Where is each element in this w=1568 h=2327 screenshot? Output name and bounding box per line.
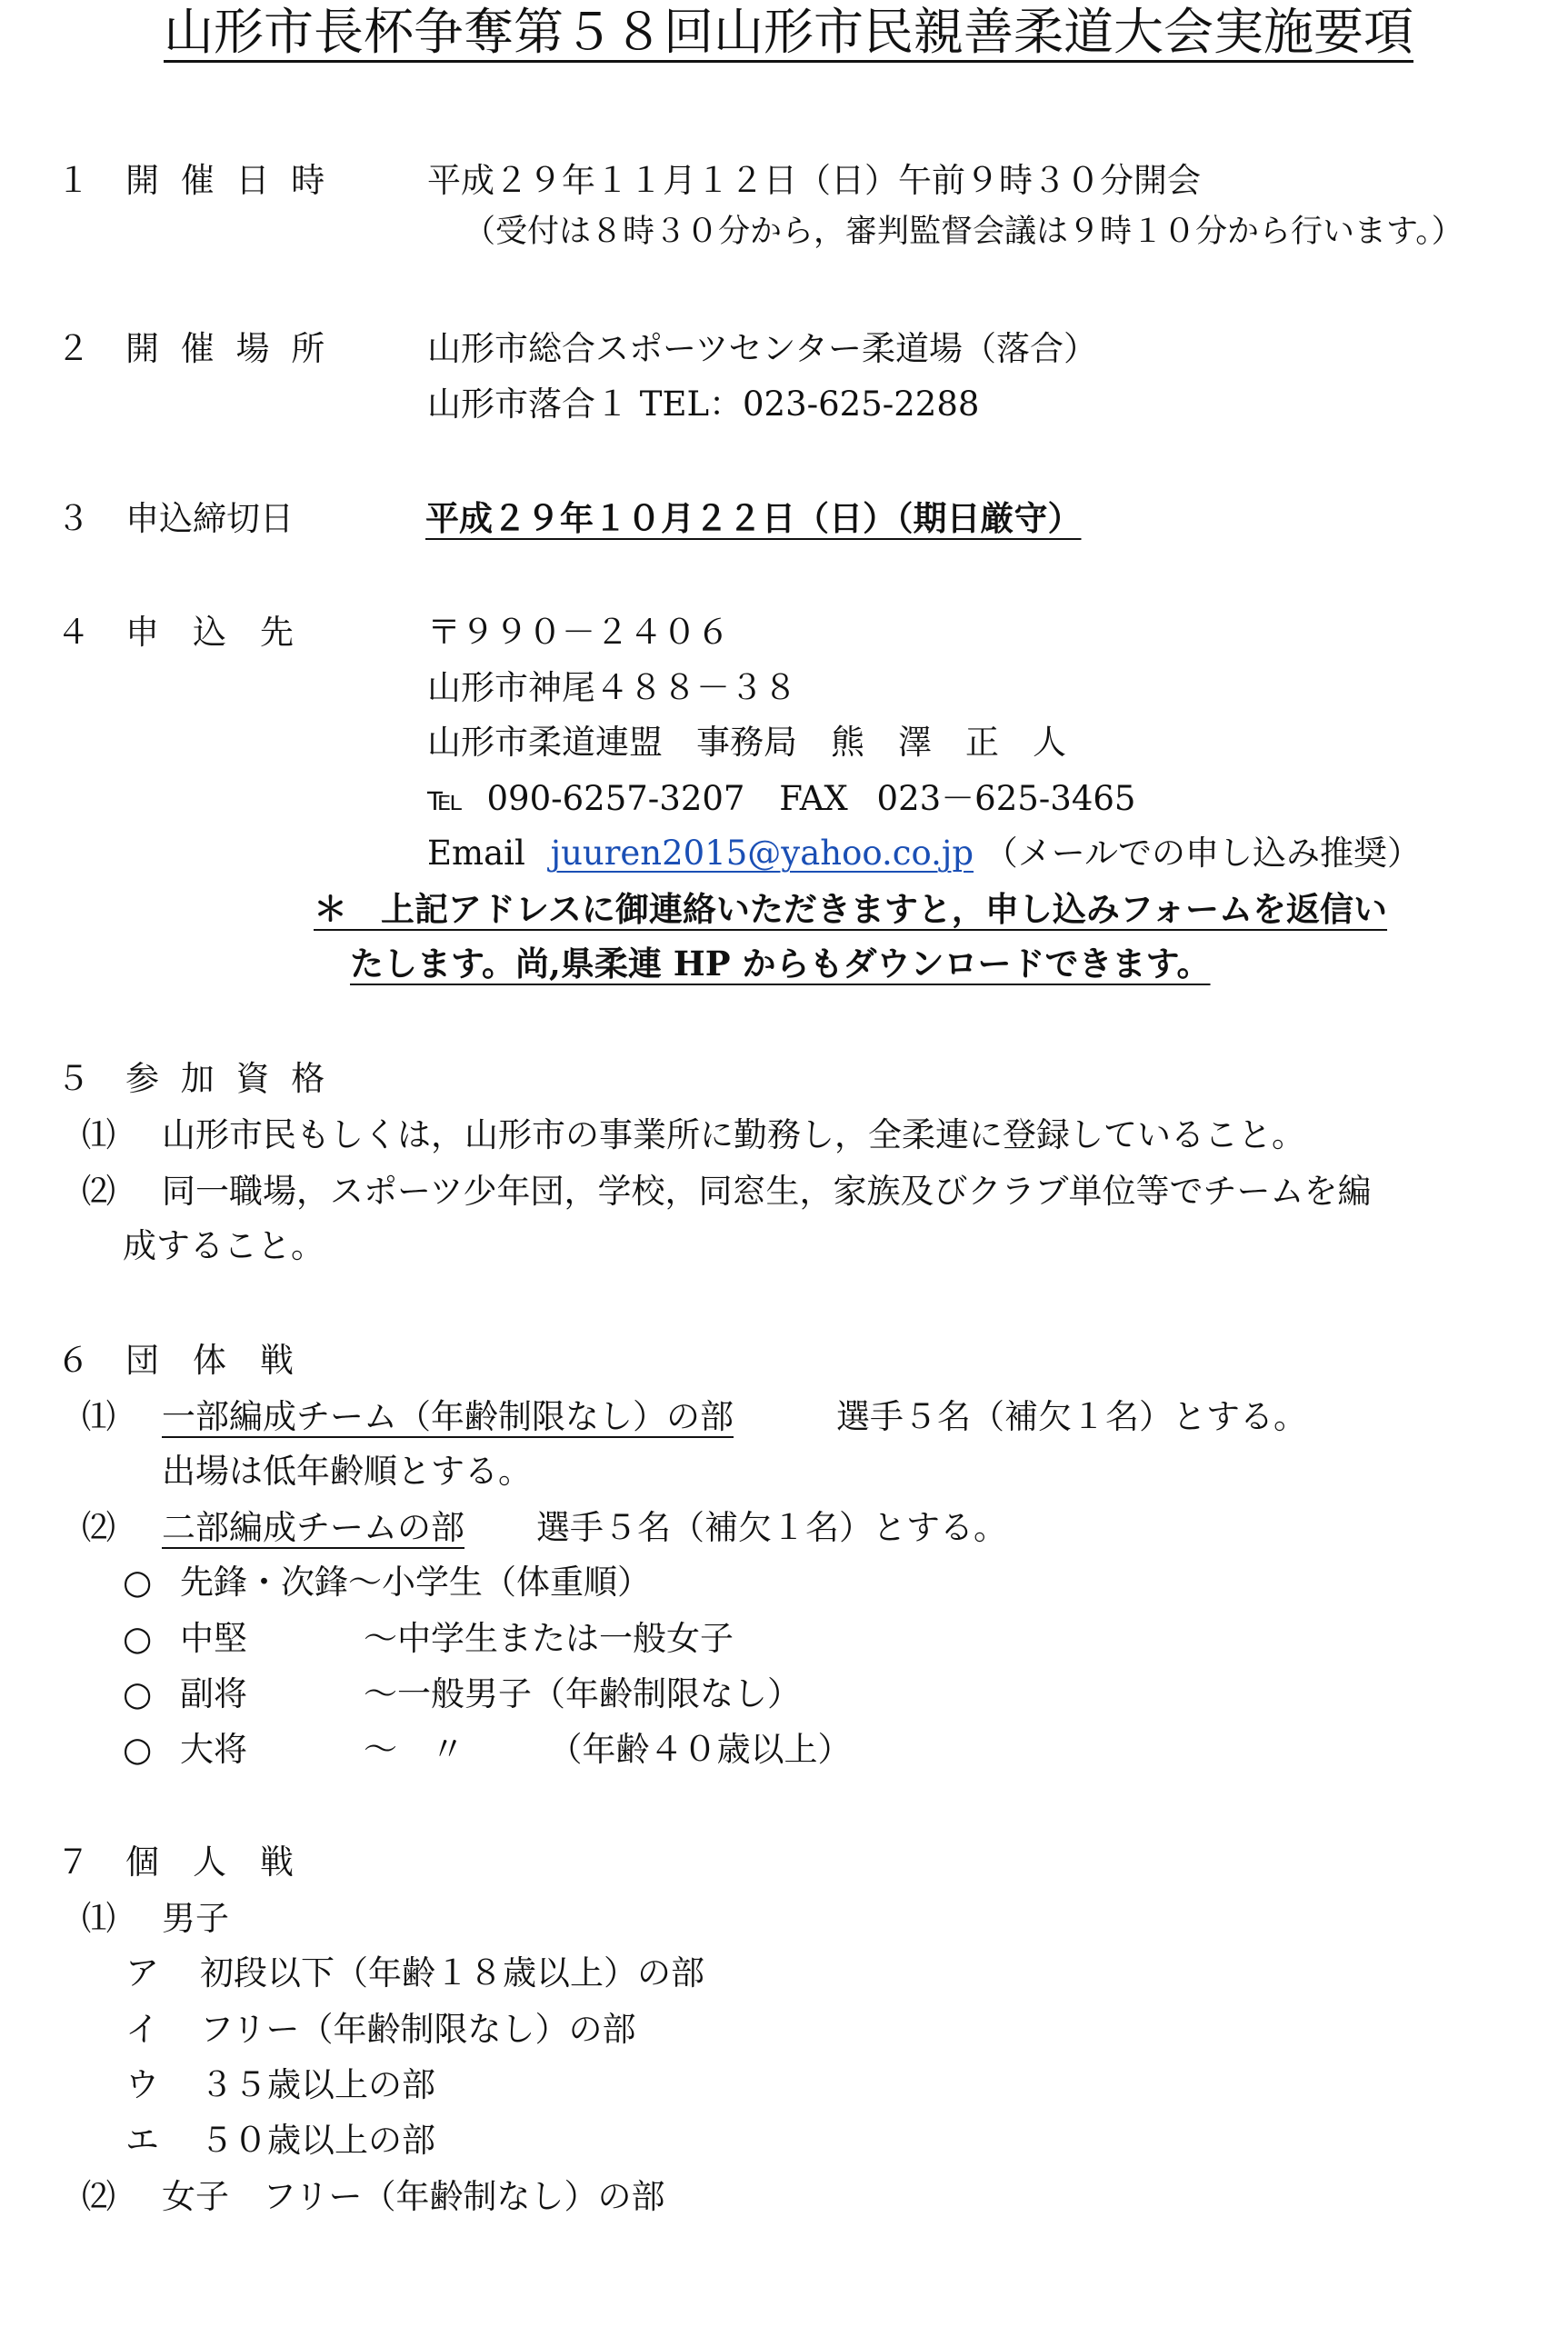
section-heading: 申込締切日	[125, 499, 294, 538]
sub-item: フリー（年齢制限なし）の部	[200, 2010, 636, 2049]
position-name: 副将	[180, 1674, 247, 1713]
position-condition: ～中学生または一般女子	[364, 1619, 734, 1658]
deadline-date: 平成２９年１０月２２日（日）（期日厳守）	[425, 498, 1082, 538]
fax-number: 023－625-3465	[876, 779, 1136, 818]
email-label: Email	[427, 834, 525, 873]
position-bullet: ○	[123, 1563, 153, 1602]
sub-item-mark: ウ	[125, 2065, 159, 2104]
sub-item-mark: エ	[125, 2121, 159, 2160]
list-item: 同一職場，スポーツ少年団，学校，同窓生，家族及びクラブ単位等でチームを編	[162, 1172, 1372, 1211]
tel-number: 090-6257-3207	[486, 779, 745, 818]
contact-office: 山形市柔道連盟 事務局 熊 澤 正 人	[427, 723, 1066, 762]
tel-label: ℡	[427, 779, 464, 818]
sub-item: 初段以下（年齢１８歳以上）の部	[200, 1953, 704, 1992]
section-number: ７	[56, 1843, 90, 1882]
position-name: 先鋒・次鋒～小学生（体重順）	[180, 1563, 651, 1602]
contact-address: 山形市神尾４８８－３８	[427, 668, 797, 707]
section-number: ３	[56, 499, 90, 538]
position-condition: ～一般男子（年齢制限なし）	[364, 1674, 801, 1713]
individual-men-title: 男子	[162, 1899, 229, 1938]
list-item: 山形市民もしくは，山形市の事業所に勤務し，全柔連に登録していること。	[162, 1115, 1305, 1154]
position-name: 中堅	[180, 1619, 247, 1658]
venue-address: 山形市落合１ TEL：023-625-2288	[427, 385, 980, 424]
contact-phone	[427, 779, 1136, 818]
sub-item-mark: ア	[125, 1953, 159, 1992]
section-heading: 申 込 先	[125, 613, 294, 652]
team-division-1-order: 出場は低年齢順とする。	[162, 1452, 532, 1491]
position-condition: ～ 〃 （年齢４０歳以上）	[364, 1730, 852, 1769]
section-number: １	[56, 161, 90, 200]
reception-note: （受付は８時３０分から，審判監督会議は９時１０分から行います。）	[464, 214, 1463, 250]
position-bullet: ○	[123, 1619, 153, 1658]
list-item-mark: ⑴	[82, 1899, 115, 1938]
individual-women-item: 女子 フリー（年齢制なし）の部	[162, 2177, 665, 2216]
section-number: ４	[56, 613, 90, 652]
team-division-1-rule: 選手５名（補欠１名）とする。	[836, 1397, 1307, 1436]
postal-code: 〒９９０－２４０６	[427, 613, 730, 652]
team-division-1-title: 一部編成チーム（年齢制限なし）の部	[162, 1397, 734, 1436]
team-division-2-rule: 選手５名（補欠１名）とする。	[536, 1508, 1007, 1547]
fax-label: FAX	[779, 779, 848, 818]
email-note: （メールでの申し込み推奨）	[984, 834, 1422, 873]
section-number: ６	[56, 1341, 90, 1380]
position-name: 大将	[180, 1730, 247, 1769]
list-item-continuation: 成すること。	[123, 1226, 325, 1265]
list-item-mark: ⑴	[82, 1397, 115, 1436]
contact-email	[427, 834, 1422, 873]
sub-item: ３５歳以上の部	[200, 2065, 435, 2104]
section-heading: 参 加 資 格	[125, 1059, 331, 1098]
venue-name: 山形市総合スポーツセンター柔道場（落合）	[427, 329, 1098, 368]
list-item-mark: ⑵	[82, 2177, 115, 2216]
team-division-2-title: 二部編成チームの部	[162, 1508, 464, 1547]
section-heading: 個 人 戦	[125, 1843, 294, 1882]
email-link[interactable]: juuren2015@yahoo.co.jp	[550, 834, 974, 873]
section-number: ２	[56, 329, 90, 368]
list-item-mark: ⑴	[82, 1115, 115, 1154]
page-title: 山形市長杯争奪第５８回山形市民親善柔道大会実施要項	[164, 3, 1414, 61]
sub-item: ５０歳以上の部	[200, 2121, 435, 2160]
sub-item-mark: イ	[125, 2010, 159, 2049]
download-note-line1: ＊ 上記アドレスに御連絡いただきますと，申し込みフォームを返信い	[314, 889, 1388, 929]
section-heading: 開 催 場 所	[125, 329, 331, 368]
list-item-mark: ⑵	[82, 1172, 115, 1211]
list-item-mark: ⑵	[82, 1508, 115, 1547]
position-bullet: ○	[123, 1674, 153, 1713]
section-number: ５	[56, 1059, 90, 1098]
event-date: 平成２９年１１月１２日（日）午前９時３０分開会	[427, 161, 1201, 200]
section-heading: 団 体 戦	[125, 1341, 294, 1380]
position-bullet: ○	[123, 1730, 153, 1769]
download-note-line2: たします。尚,県柔連 HP からもダウンロードできます。	[350, 944, 1211, 984]
section-heading: 開 催 日 時	[125, 161, 331, 200]
